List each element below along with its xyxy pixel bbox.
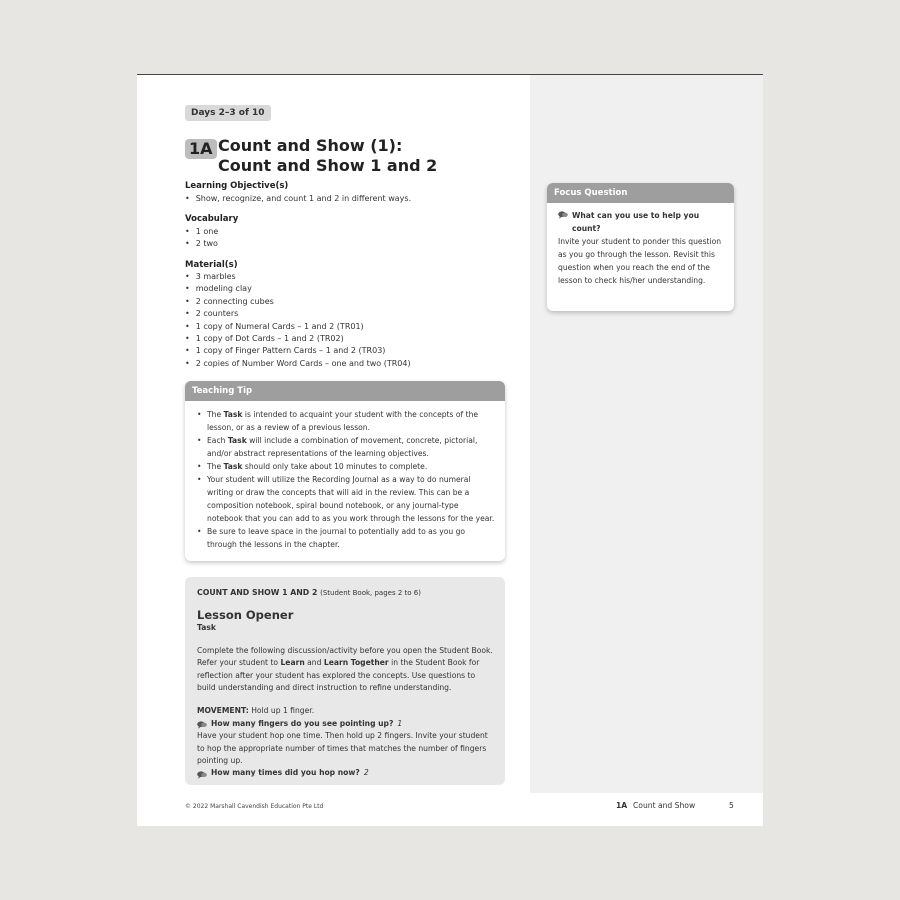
tip-item: • The Task is intended to acquaint your student with the concepts of the lesson, or as a review of a previous lesson. (207, 408, 495, 434)
tip-item: • Your student will utilize the Recording Journal as a way to do numeral writing or draw the concepts that will aid in the review. This can be a composition notebook, spiral bound notebook, or any journal-type notebook that you can add to as you work through the lessons for the year. (207, 473, 495, 525)
document-page (137, 74, 763, 826)
lesson-box-ref: (Student Book, pages 2 to 6) (320, 589, 421, 597)
list-item: • 3 marbles (185, 271, 411, 283)
days-tag: Days 2–3 of 10 (185, 105, 271, 121)
materials-heading: Material(s) (185, 260, 238, 270)
title-line-1: Count and Show (1): (218, 136, 403, 155)
question-1: How many fingers do you see pointing up? 1 (197, 718, 493, 730)
title-line-2: Count and Show 1 and 2 (218, 156, 438, 175)
page-number: 5 (729, 801, 734, 810)
teaching-tip-list (185, 408, 505, 551)
page-title (218, 136, 437, 176)
focus-question-text: What can you use to help you count? (572, 211, 700, 233)
list-item: • 2 connecting cubes (185, 296, 411, 308)
list-item: • 1 one (185, 226, 218, 238)
focus-question-card (547, 183, 734, 311)
list-item: • 1 copy of Finger Pattern Cards – 1 and 2 (TR03) (185, 345, 411, 357)
tip-item: • The Task should only take about 10 minutes to complete. (207, 460, 495, 473)
vocabulary-list (185, 226, 218, 251)
teaching-tip-card (185, 381, 505, 561)
question-2: How many times did you hop now? 2 (197, 767, 493, 779)
lesson-body-2: Have your student hop one time. Then hold up 2 fingers. Invite your student to hop the appropriate number of times that matches the number of fingers pointing up. (197, 731, 488, 766)
list-item: • Show, recognize, and count 1 and 2 in different ways. (185, 193, 411, 205)
speech-bubble-icon (197, 771, 207, 779)
teaching-tip-heading: Teaching Tip (185, 381, 505, 401)
learning-objectives-heading: Learning Objective(s) (185, 181, 289, 191)
focus-question (547, 203, 734, 235)
footer-lesson-code: 1A (616, 801, 628, 810)
tip-item: • Be sure to leave space in the journal to potentially add to as you go through the lessons in the chapter. (207, 525, 495, 551)
speech-bubble-icon (558, 211, 568, 219)
lesson-opener-subtitle: Task (197, 623, 216, 633)
materials-list (185, 271, 411, 370)
vocabulary-heading: Vocabulary (185, 214, 239, 224)
lesson-opener-title: Lesson Opener (197, 608, 294, 623)
focus-question-body: Invite your student to ponder this question as you go through the lesson. Revisit this question when you reach the end of the lesson to check his/her understanding. (558, 237, 722, 285)
list-item: • 2 counters (185, 308, 411, 320)
list-item: • modeling clay (185, 283, 411, 295)
focus-question-heading: Focus Question (547, 183, 734, 203)
list-item: • 2 copies of Number Word Cards – one and two (TR04) (185, 358, 411, 370)
list-item: • 2 two (185, 238, 218, 250)
lesson-intro: Complete the following discussion/activity before you open the Student Book. Refer your student to Learn and Learn Together in the Student Book for reflection after your student has explored the concepts. Use questions to build understanding and direct instruction to refine understanding. (197, 645, 493, 693)
tip-item: • Each Task will include a combination of movement, concrete, pictorial, and/or abstract representations of the learning objectives. (207, 434, 495, 460)
movement-line: MOVEMENT: Hold up 1 finger. (197, 706, 315, 716)
footer-copyright: © 2022 Marshall Cavendish Education Pte Ltd (185, 803, 324, 810)
learning-objectives-list (185, 193, 411, 205)
speech-bubble-icon (197, 721, 207, 729)
lesson-opener-box (185, 577, 505, 785)
list-item: • 1 copy of Dot Cards – 1 and 2 (TR02) (185, 333, 411, 345)
lesson-code-badge: 1A (185, 139, 217, 159)
footer-chapter: Count and Show (633, 801, 696, 810)
list-item: • 1 copy of Numeral Cards – 1 and 2 (TR01) (185, 321, 411, 333)
lesson-box-heading: COUNT AND SHOW 1 AND 2 (Student Book, pages 2 to 6) (197, 588, 421, 597)
